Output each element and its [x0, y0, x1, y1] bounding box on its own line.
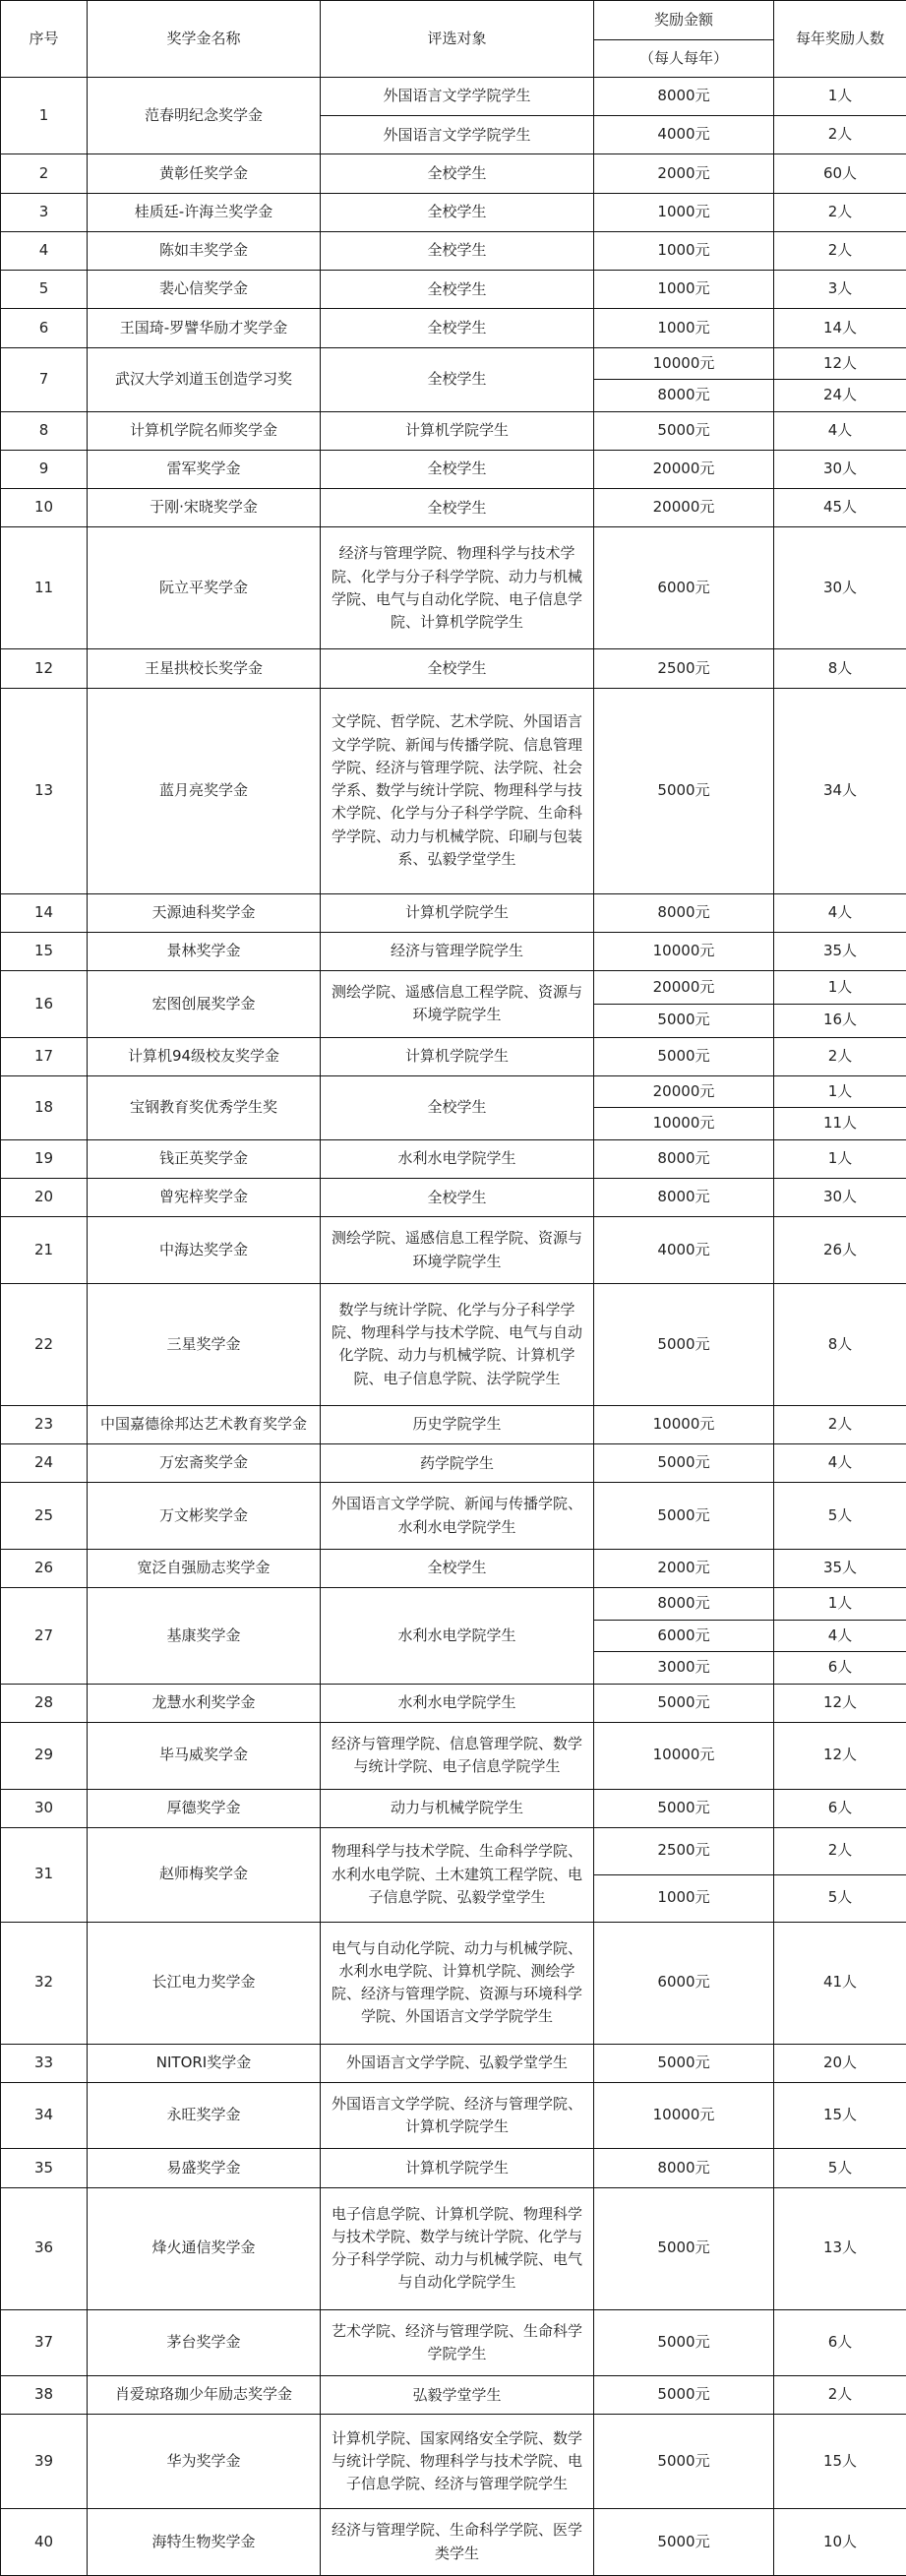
cell-scholarship-name: 计算机学院名师奖学金 [88, 411, 321, 450]
cell-index: 11 [1, 527, 88, 649]
cell-index: 31 [1, 1827, 88, 1922]
table-row [1, 2376, 906, 2415]
cell-index: 8 [1, 411, 88, 450]
header-amount-sub: （每人每年） [594, 40, 774, 78]
cell-scholarship-name: 肖爱琼珞珈少年励志奖学金 [88, 2376, 321, 2415]
table-row [1, 1684, 906, 1722]
cell-count: 2人 [774, 116, 906, 154]
cell-amount: 1000元 [594, 309, 774, 347]
cell-amount: 1000元 [594, 1874, 774, 1922]
cell-index: 13 [1, 688, 88, 893]
header-amount: 奖励金额 [594, 1, 774, 40]
cell-scholarship-name: 王国琦-罗譬华励才奖学金 [88, 309, 321, 347]
cell-count: 15人 [774, 2415, 906, 2509]
cell-index: 28 [1, 1684, 88, 1722]
cell-scholarship-name: 中国嘉德徐邦达艺术教育奖学金 [88, 1405, 321, 1443]
cell-count: 6人 [774, 1652, 906, 1685]
cell-scholarship-name: 天源迪科奖学金 [88, 893, 321, 932]
table-row [1, 649, 906, 688]
cell-count: 2人 [774, 2376, 906, 2415]
cell-scholarship-name: 钱正英奖学金 [88, 1139, 321, 1178]
cell-count: 41人 [774, 1922, 906, 2044]
cell-target: 外国语言文学学院、新闻与传播学院、水利水电学院学生 [321, 1483, 594, 1550]
cell-amount: 5000元 [594, 1037, 774, 1075]
cell-amount: 5000元 [594, 2044, 774, 2082]
cell-scholarship-name: 中海达奖学金 [88, 1217, 321, 1284]
cell-index: 40 [1, 2509, 88, 2576]
table-row [1, 450, 906, 488]
cell-amount: 20000元 [594, 1075, 774, 1108]
cell-target: 计算机学院学生 [321, 411, 594, 450]
cell-count: 1人 [774, 1139, 906, 1178]
cell-index: 23 [1, 1405, 88, 1443]
cell-amount: 8000元 [594, 893, 774, 932]
cell-count: 4人 [774, 1620, 906, 1652]
cell-target: 外国语言文学学院、弘毅学堂学生 [321, 2044, 594, 2082]
cell-index: 25 [1, 1483, 88, 1550]
header-row [1, 1, 906, 40]
cell-scholarship-name: 万宏斋奖学金 [88, 1444, 321, 1483]
cell-target: 艺术学院、经济与管理学院、生命科学学院学生 [321, 2309, 594, 2376]
cell-amount: 5000元 [594, 2415, 774, 2509]
cell-amount: 6000元 [594, 1620, 774, 1652]
cell-count: 3人 [774, 271, 906, 309]
cell-scholarship-name: 宽泛自强励志奖学金 [88, 1549, 321, 1587]
table-row [1, 489, 906, 527]
cell-index: 24 [1, 1444, 88, 1483]
cell-count: 10人 [774, 2509, 906, 2576]
cell-target: 数学与统计学院、化学与分子科学学院、物理科学与技术学院、电气与自动化学院、动力与机械学院、计算机学院、电子信息学院、法学院学生 [321, 1283, 594, 1405]
cell-count: 5人 [774, 1874, 906, 1922]
table-row [1, 309, 906, 347]
table-row [1, 1037, 906, 1075]
cell-target: 计算机学院学生 [321, 893, 594, 932]
cell-target: 全校学生 [321, 1179, 594, 1217]
cell-target: 测绘学院、遥感信息工程学院、资源与环境学院学生 [321, 971, 594, 1038]
cell-index: 6 [1, 309, 88, 347]
cell-amount: 5000元 [594, 688, 774, 893]
cell-index: 5 [1, 271, 88, 309]
cell-count: 2人 [774, 231, 906, 270]
cell-count: 35人 [774, 1549, 906, 1587]
table-body [1, 78, 906, 2576]
cell-count: 5人 [774, 2149, 906, 2187]
table-row [1, 2149, 906, 2187]
cell-count: 8人 [774, 1283, 906, 1405]
table-row [1, 1827, 906, 1874]
cell-scholarship-name: 宝钢教育奖优秀学生奖 [88, 1075, 321, 1139]
cell-target: 文学院、哲学院、艺术学院、外国语言文学学院、新闻与传播学院、信息管理学院、经济与管理学院、法学院、社会学系、数学与统计学院、物理科学与技术学院、化学与分子科学学院、生命科学学院、动力与机械学院、印刷与包装系、弘毅学堂学生 [321, 688, 594, 893]
cell-index: 12 [1, 649, 88, 688]
cell-scholarship-name: 王星拱校长奖学金 [88, 649, 321, 688]
cell-target: 经济与管理学院学生 [321, 932, 594, 970]
cell-scholarship-name: 宏图创展奖学金 [88, 971, 321, 1038]
cell-index: 15 [1, 932, 88, 970]
cell-amount: 8000元 [594, 1588, 774, 1621]
cell-target: 水利水电学院学生 [321, 1684, 594, 1722]
cell-amount: 5000元 [594, 1684, 774, 1722]
cell-target: 水利水电学院学生 [321, 1588, 594, 1685]
cell-target: 经济与管理学院、生命科学学院、医学类学生 [321, 2509, 594, 2576]
cell-scholarship-name: 蓝月亮奖学金 [88, 688, 321, 893]
cell-amount: 4000元 [594, 1217, 774, 1284]
cell-count: 6人 [774, 2309, 906, 2376]
cell-scholarship-name: 茅台奖学金 [88, 2309, 321, 2376]
cell-amount: 10000元 [594, 1723, 774, 1790]
cell-count: 4人 [774, 893, 906, 932]
table-row [1, 2082, 906, 2149]
table-row [1, 1217, 906, 1284]
cell-target: 全校学生 [321, 649, 594, 688]
cell-scholarship-name: 计算机94级校友奖学金 [88, 1037, 321, 1075]
cell-amount: 5000元 [594, 1789, 774, 1827]
cell-amount: 10000元 [594, 1108, 774, 1140]
cell-amount: 5000元 [594, 1444, 774, 1483]
cell-scholarship-name: NITORI奖学金 [88, 2044, 321, 2082]
cell-amount: 6000元 [594, 1922, 774, 2044]
cell-scholarship-name: 黄彰任奖学金 [88, 154, 321, 193]
cell-scholarship-name: 烽火通信奖学金 [88, 2187, 321, 2309]
cell-count: 8人 [774, 649, 906, 688]
cell-amount: 10000元 [594, 932, 774, 970]
table-row [1, 1549, 906, 1587]
cell-index: 2 [1, 154, 88, 193]
header-target: 评选对象 [321, 1, 594, 78]
cell-target: 计算机学院学生 [321, 1037, 594, 1075]
cell-index: 16 [1, 971, 88, 1038]
cell-count: 16人 [774, 1004, 906, 1037]
cell-scholarship-name: 龙慧水利奖学金 [88, 1684, 321, 1722]
cell-scholarship-name: 曾宪梓奖学金 [88, 1179, 321, 1217]
table-row [1, 1075, 906, 1108]
cell-target: 外国语言文学学院、经济与管理学院、计算机学院学生 [321, 2082, 594, 2149]
cell-index: 14 [1, 893, 88, 932]
cell-target: 水利水电学院学生 [321, 1139, 594, 1178]
cell-index: 18 [1, 1075, 88, 1139]
table-row [1, 231, 906, 270]
cell-amount: 8000元 [594, 2149, 774, 2187]
table-row [1, 893, 906, 932]
cell-index: 9 [1, 450, 88, 488]
table-row [1, 1179, 906, 1217]
cell-amount: 10000元 [594, 2082, 774, 2149]
cell-count: 1人 [774, 971, 906, 1005]
cell-index: 22 [1, 1283, 88, 1405]
cell-target: 外国语言文学学院学生 [321, 78, 594, 116]
cell-scholarship-name: 武汉大学刘道玉创造学习奖 [88, 347, 321, 411]
cell-target: 动力与机械学院学生 [321, 1789, 594, 1827]
cell-index: 35 [1, 2149, 88, 2187]
table-row [1, 347, 906, 380]
table-row [1, 1444, 906, 1483]
cell-amount: 5000元 [594, 411, 774, 450]
cell-index: 39 [1, 2415, 88, 2509]
cell-amount: 4000元 [594, 116, 774, 154]
cell-amount: 2000元 [594, 154, 774, 193]
cell-index: 32 [1, 1922, 88, 2044]
cell-count: 2人 [774, 1405, 906, 1443]
cell-target: 全校学生 [321, 489, 594, 527]
cell-count: 1人 [774, 78, 906, 116]
cell-target: 全校学生 [321, 1075, 594, 1139]
cell-amount: 5000元 [594, 1483, 774, 1550]
table-row [1, 1405, 906, 1443]
cell-index: 7 [1, 347, 88, 411]
cell-amount: 1000元 [594, 193, 774, 231]
cell-amount: 10000元 [594, 347, 774, 380]
cell-index: 34 [1, 2082, 88, 2149]
cell-index: 10 [1, 489, 88, 527]
cell-target: 全校学生 [321, 347, 594, 411]
cell-amount: 2000元 [594, 1549, 774, 1587]
cell-amount: 5000元 [594, 2509, 774, 2576]
table-row [1, 2187, 906, 2309]
cell-index: 27 [1, 1588, 88, 1685]
cell-count: 2人 [774, 1037, 906, 1075]
table-row [1, 2509, 906, 2576]
cell-target: 物理科学与技术学院、生命科学学院、水利水电学院、土木建筑工程学院、电子信息学院、弘毅学堂学生 [321, 1827, 594, 1922]
table-row [1, 193, 906, 231]
cell-index: 26 [1, 1549, 88, 1587]
cell-index: 17 [1, 1037, 88, 1075]
cell-scholarship-name: 裴心信奖学金 [88, 271, 321, 309]
cell-amount: 8000元 [594, 78, 774, 116]
cell-count: 4人 [774, 411, 906, 450]
cell-count: 26人 [774, 1217, 906, 1284]
cell-count: 1人 [774, 1588, 906, 1621]
table-row [1, 78, 906, 116]
table-row [1, 2044, 906, 2082]
table-row [1, 1588, 906, 1621]
cell-count: 12人 [774, 1684, 906, 1722]
table-row [1, 1789, 906, 1827]
cell-target: 经济与管理学院、物理科学与技术学院、化学与分子科学学院、动力与机械学院、电气与自动化学院、电子信息学院、计算机学院学生 [321, 527, 594, 649]
cell-amount: 8000元 [594, 1179, 774, 1217]
cell-scholarship-name: 范春明纪念奖学金 [88, 78, 321, 154]
cell-target: 全校学生 [321, 271, 594, 309]
cell-index: 3 [1, 193, 88, 231]
header-name: 奖学金名称 [88, 1, 321, 78]
table-row [1, 1483, 906, 1550]
header-index: 序号 [1, 1, 88, 78]
cell-scholarship-name: 海特生物奖学金 [88, 2509, 321, 2576]
cell-amount: 5000元 [594, 2187, 774, 2309]
cell-scholarship-name: 赵师梅奖学金 [88, 1827, 321, 1922]
cell-amount: 3000元 [594, 1652, 774, 1685]
cell-scholarship-name: 阮立平奖学金 [88, 527, 321, 649]
cell-index: 37 [1, 2309, 88, 2376]
cell-scholarship-name: 景林奖学金 [88, 932, 321, 970]
table-row [1, 271, 906, 309]
table-row [1, 2415, 906, 2509]
cell-scholarship-name: 陈如丰奖学金 [88, 231, 321, 270]
cell-count: 2人 [774, 193, 906, 231]
cell-index: 29 [1, 1723, 88, 1790]
cell-scholarship-name: 雷军奖学金 [88, 450, 321, 488]
cell-count: 45人 [774, 489, 906, 527]
cell-scholarship-name: 于刚·宋晓奖学金 [88, 489, 321, 527]
table-row [1, 411, 906, 450]
cell-count: 12人 [774, 1723, 906, 1790]
cell-scholarship-name: 桂质廷-许海兰奖学金 [88, 193, 321, 231]
cell-scholarship-name: 毕马威奖学金 [88, 1723, 321, 1790]
cell-scholarship-name: 三星奖学金 [88, 1283, 321, 1405]
cell-count: 5人 [774, 1483, 906, 1550]
cell-target: 计算机学院、国家网络安全学院、数学与统计学院、物理科学与技术学院、电子信息学院、经济与管理学院学生 [321, 2415, 594, 2509]
table-row [1, 932, 906, 970]
cell-count: 12人 [774, 347, 906, 380]
cell-count: 6人 [774, 1789, 906, 1827]
cell-target: 电气与自动化学院、动力与机械学院、水利水电学院、计算机学院、测绘学院、经济与管理学院、资源与环境科学学院、外国语言文学学院学生 [321, 1922, 594, 2044]
cell-scholarship-name: 万文彬奖学金 [88, 1483, 321, 1550]
cell-count: 60人 [774, 154, 906, 193]
cell-scholarship-name: 基康奖学金 [88, 1588, 321, 1685]
cell-target: 全校学生 [321, 193, 594, 231]
cell-target: 历史学院学生 [321, 1405, 594, 1443]
cell-count: 2人 [774, 1827, 906, 1874]
cell-index: 33 [1, 2044, 88, 2082]
cell-count: 30人 [774, 1179, 906, 1217]
cell-amount: 1000元 [594, 231, 774, 270]
cell-amount: 20000元 [594, 971, 774, 1005]
cell-index: 20 [1, 1179, 88, 1217]
cell-target: 全校学生 [321, 1549, 594, 1587]
cell-count: 4人 [774, 1444, 906, 1483]
cell-scholarship-name: 永旺奖学金 [88, 2082, 321, 2149]
cell-target: 弘毅学堂学生 [321, 2376, 594, 2415]
cell-index: 38 [1, 2376, 88, 2415]
table-row [1, 2309, 906, 2376]
cell-count: 35人 [774, 932, 906, 970]
cell-target: 全校学生 [321, 154, 594, 193]
cell-count: 11人 [774, 1108, 906, 1140]
cell-target: 测绘学院、遥感信息工程学院、资源与环境学院学生 [321, 1217, 594, 1284]
table-row [1, 1283, 906, 1405]
cell-target: 计算机学院学生 [321, 2149, 594, 2187]
cell-scholarship-name: 长江电力奖学金 [88, 1922, 321, 2044]
cell-scholarship-name: 易盛奖学金 [88, 2149, 321, 2187]
cell-amount: 2500元 [594, 649, 774, 688]
cell-count: 34人 [774, 688, 906, 893]
cell-count: 15人 [774, 2082, 906, 2149]
cell-count: 24人 [774, 380, 906, 412]
cell-amount: 5000元 [594, 1283, 774, 1405]
cell-amount: 6000元 [594, 527, 774, 649]
cell-target: 电子信息学院、计算机学院、物理科学与技术学院、数学与统计学院、化学与分子科学学院、动力与机械学院、电气与自动化学院学生 [321, 2187, 594, 2309]
cell-count: 20人 [774, 2044, 906, 2082]
cell-target: 药学院学生 [321, 1444, 594, 1483]
cell-amount: 20000元 [594, 450, 774, 488]
cell-amount: 10000元 [594, 1405, 774, 1443]
cell-count: 1人 [774, 1075, 906, 1108]
cell-index: 4 [1, 231, 88, 270]
cell-index: 1 [1, 78, 88, 154]
table-row [1, 154, 906, 193]
cell-amount: 5000元 [594, 1004, 774, 1037]
cell-index: 21 [1, 1217, 88, 1284]
cell-amount: 2500元 [594, 1827, 774, 1874]
cell-amount: 5000元 [594, 2376, 774, 2415]
table-row [1, 1723, 906, 1790]
cell-amount: 20000元 [594, 489, 774, 527]
cell-target: 全校学生 [321, 231, 594, 270]
cell-amount: 1000元 [594, 271, 774, 309]
cell-count: 30人 [774, 450, 906, 488]
table-row [1, 1139, 906, 1178]
cell-index: 36 [1, 2187, 88, 2309]
header-count: 每年奖励人数 [774, 1, 906, 78]
cell-target: 经济与管理学院、信息管理学院、数学与统计学院、电子信息学院学生 [321, 1723, 594, 1790]
table-row [1, 971, 906, 1005]
cell-scholarship-name: 厚德奖学金 [88, 1789, 321, 1827]
cell-target: 外国语言文学学院学生 [321, 116, 594, 154]
cell-index: 19 [1, 1139, 88, 1178]
cell-count: 30人 [774, 527, 906, 649]
table-row [1, 1922, 906, 2044]
cell-scholarship-name: 华为奖学金 [88, 2415, 321, 2509]
table-row [1, 688, 906, 893]
cell-amount: 8000元 [594, 380, 774, 412]
cell-target: 全校学生 [321, 309, 594, 347]
cell-index: 30 [1, 1789, 88, 1827]
cell-amount: 5000元 [594, 2309, 774, 2376]
cell-count: 14人 [774, 309, 906, 347]
cell-target: 全校学生 [321, 450, 594, 488]
table-row [1, 527, 906, 649]
cell-count: 13人 [774, 2187, 906, 2309]
cell-amount: 8000元 [594, 1139, 774, 1178]
